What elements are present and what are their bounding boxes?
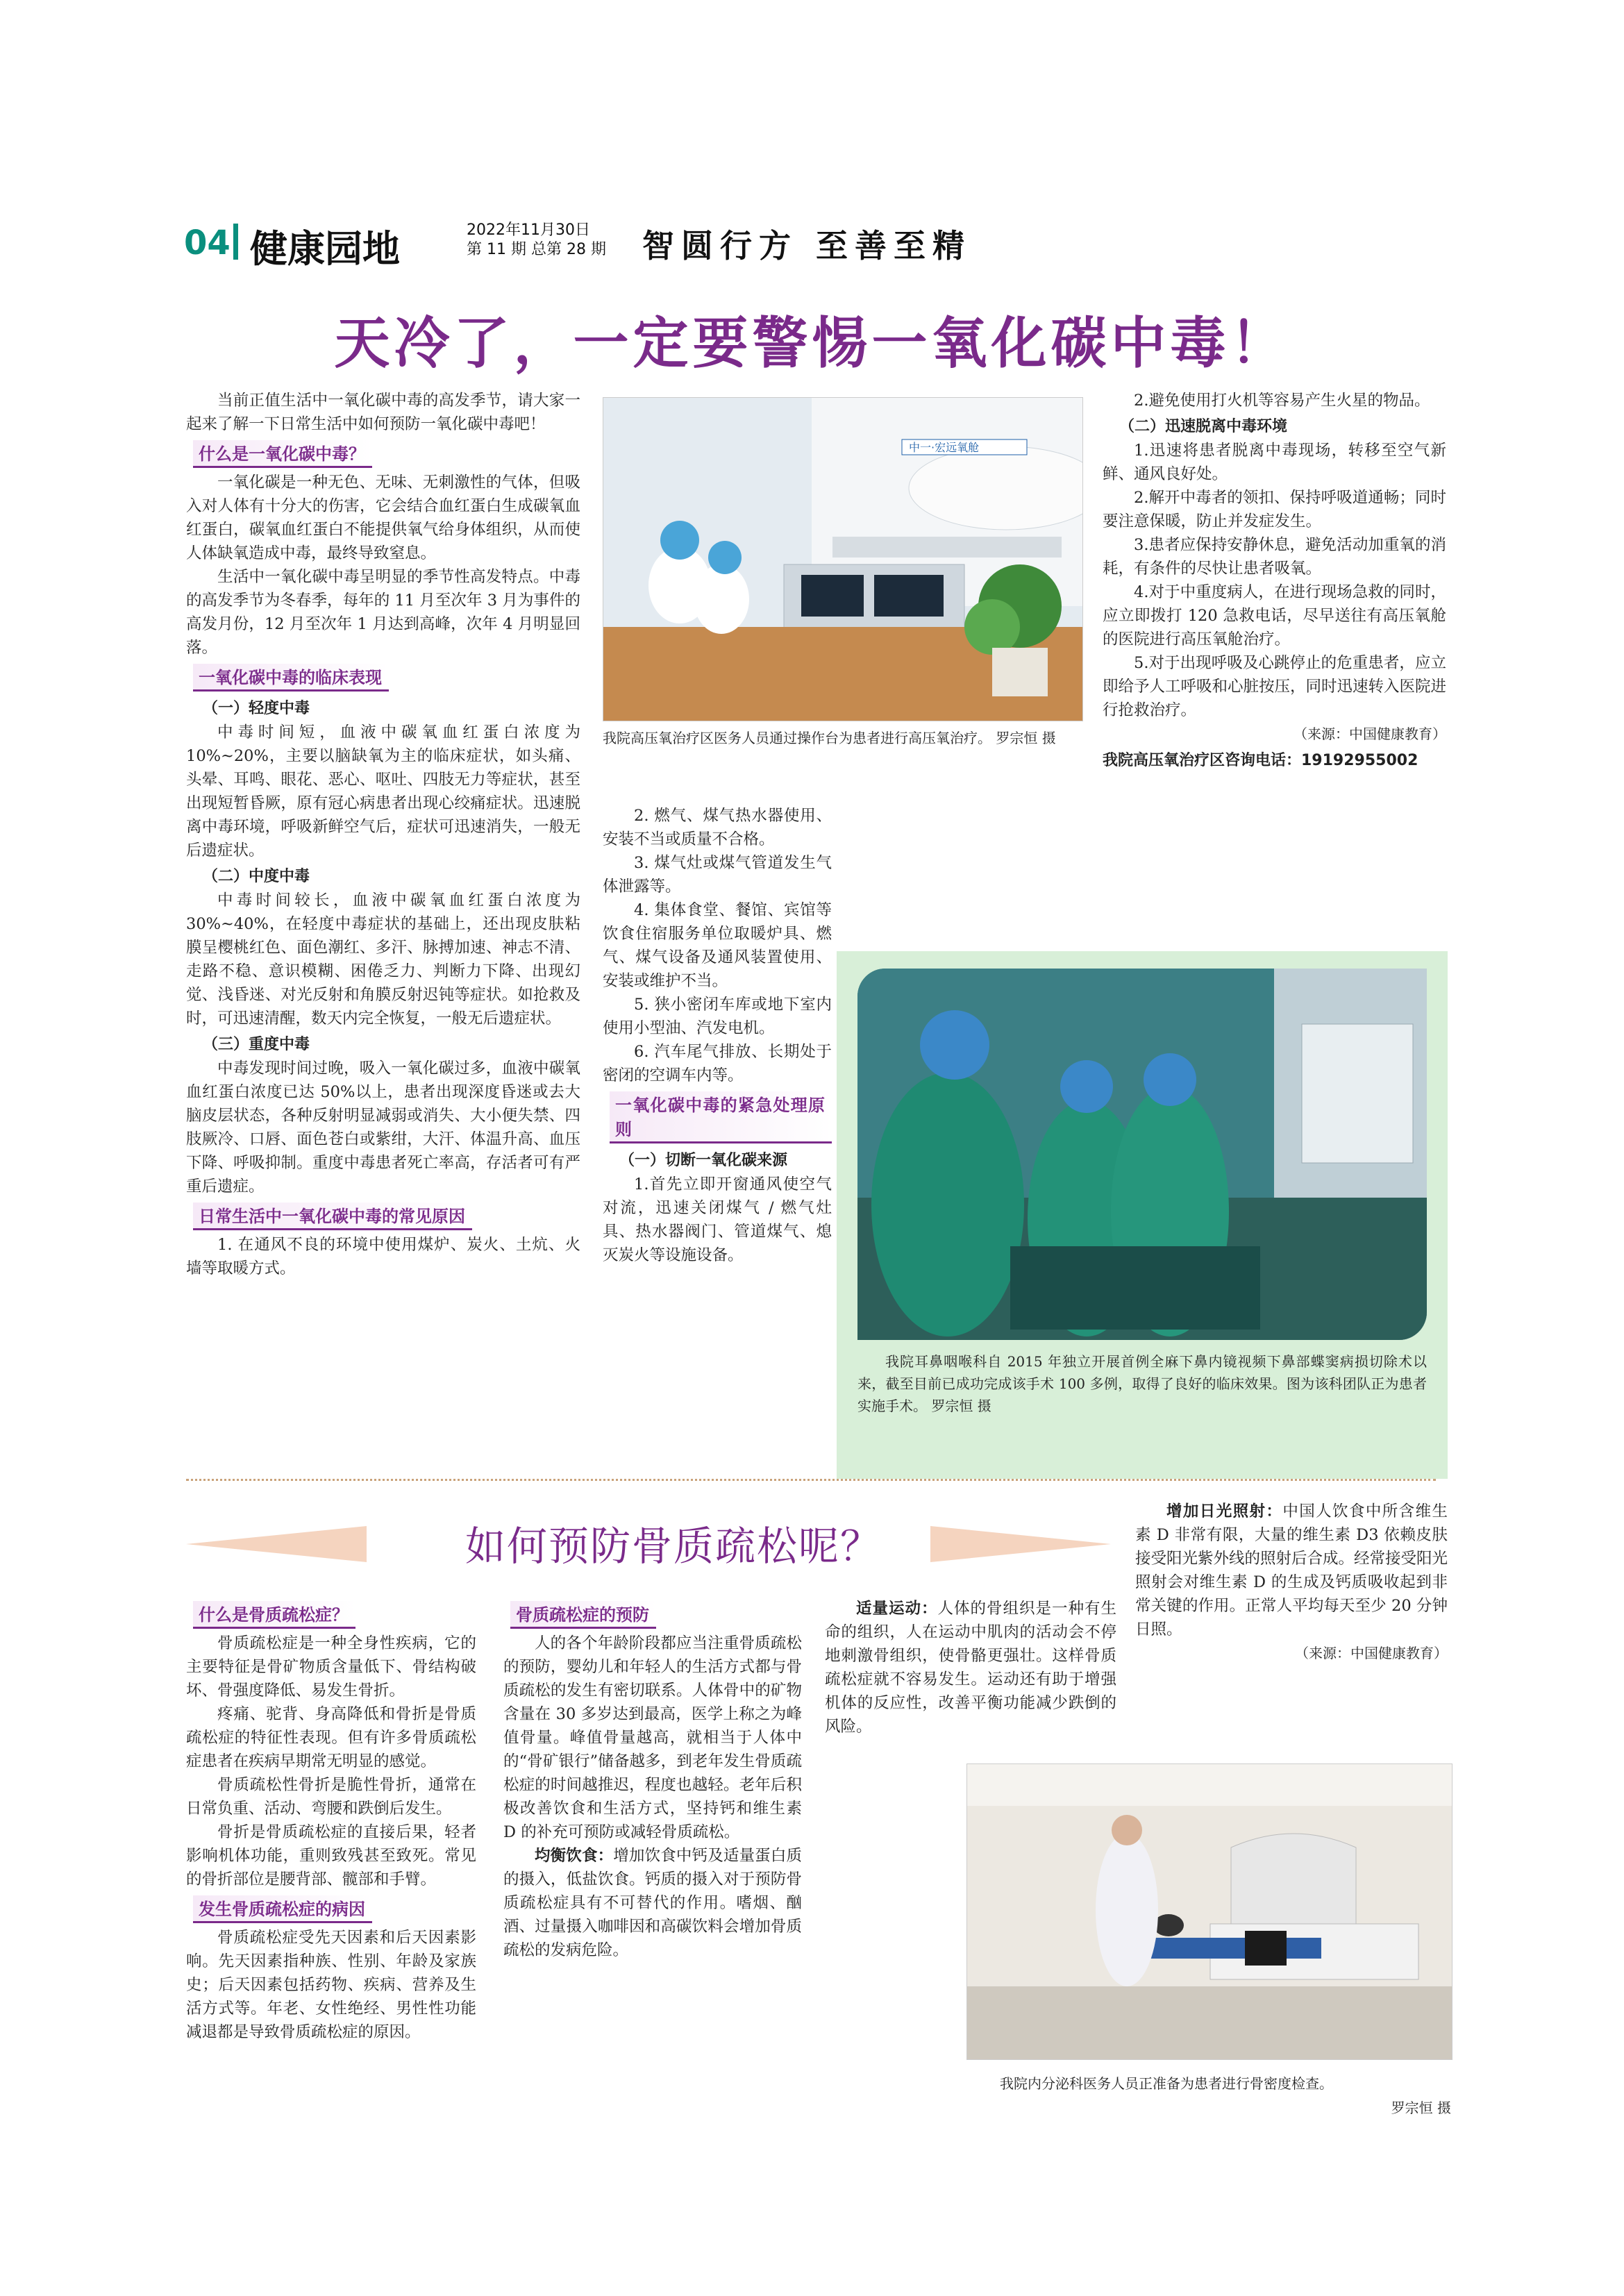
article2-col4 (1135, 1500, 1448, 1665)
heading-moderate: （二）中度中毒 (203, 868, 310, 885)
issue-date: 2022年11月30日 (467, 221, 590, 239)
paragraph: 2.避免使用打火机等容易产生火星的物品。 (1134, 392, 1430, 410)
paragraph: 骨质疏松症是一种全身性疾病，它的主要特征是骨矿物质含量低下、骨结构破坏、骨强度降低、易发生骨折。 (186, 1634, 476, 1700)
paragraph: 1.首先立即开窗通风使空气对流，迅速关闭煤气 / 燃气灶具、热水器阀门、管道煤气、熄灭炭火等设施设备。 (603, 1175, 832, 1264)
exercise-label: 适量运动： (856, 1600, 938, 1618)
section-title: 健康园地 (250, 226, 400, 271)
paragraph: 5.对于出现呼吸及心跳停止的危重患者，应立即给予人工呼吸和心脏按压，同时迅速转入医院进行抢救治疗。 (1103, 654, 1447, 719)
heading-causes: 日常生活中一氧化碳中毒的常见原因 (193, 1203, 472, 1230)
heading-clinical: 一氧化碳中毒的临床表现 (193, 664, 389, 692)
paragraph: 2. 燃气、煤气热水器使用、安装不当或质量不合格。 (603, 807, 832, 848)
heading-what-osteo: 什么是骨质疏松症？ (193, 1601, 355, 1629)
motto: 智圆行方 至善至精 (642, 227, 972, 265)
heading-osteo-cause: 发生骨质疏松症的病因 (193, 1895, 372, 1923)
article2-title: 如何预防骨质疏松呢？ (464, 1523, 882, 1570)
heading-mild: （一）轻度中毒 (203, 700, 310, 717)
diet-label: 均衡饮食： (535, 1847, 614, 1865)
header-divider (233, 224, 238, 260)
paragraph: 3. 煤气灶或煤气管道发生气体泄露等。 (603, 854, 832, 896)
hotline: 我院高压氧治疗区咨询电话：19192955002 (1103, 752, 1418, 769)
article1-col2 (603, 804, 832, 1267)
photo-bone-density (966, 1763, 1453, 2060)
diet-text: 增加饮食中钙及适量蛋白质的摄入，低盐饮食。钙质的摄入对于预防骨质疏松症具有不可替代的作用。嗜烟、酗酒、过量摄入咖啡因和高碳饮料会增加骨质疏松的发病危险。 (503, 1847, 802, 1959)
photo-surgery (857, 969, 1427, 1340)
photo-bone-density-illustration (967, 1764, 1452, 2059)
sun-text: 中国人饮食中所含维生素 D 非常有限，大量的维生素 D3 依赖皮肤接受阳光紫外线的照射后合成。经常接受阳光照射会对维生素 D 的生成及钙质吸收起到非常关键的作用。正常人平均每天至少 20 分钟日照。 (1135, 1502, 1448, 1639)
sun-label: 增加日光照射： (1166, 1502, 1283, 1520)
photo-surgery-illustration (857, 969, 1427, 1340)
paragraph (503, 1844, 802, 1962)
article2-col3 (825, 1597, 1116, 1738)
page-number: 04 (184, 224, 231, 262)
paragraph: 一氧化碳是一种无色、无味、无刺激性的气体，但吸入对人体有十分大的伤害，它会结合血红蛋白生成碳氧血红蛋白，碳氧血红蛋白不能提供氧气给身体组织，从而使人体缺氧造成中毒，最终导致窒息。 (186, 474, 580, 562)
paragraph: 中毒时间短，血液中碳氧血红蛋白浓度为 10%~20%，主要以脑缺氧为主的临床症状，如头痛、头晕、耳鸣、眼花、恶心、呕吐、四肢无力等症状，甚至出现短暂昏厥，原有冠心病患者出现心绞痛症状。迅速脱离中毒环境，呼吸新鲜空气后，症状可迅速消失，一般无后遗症状。 (186, 723, 580, 860)
paragraph: 4. 集体食堂、餐馆、宾馆等饮食住宿服务单位取暖炉具、燃气、煤气设备及通风装置使用、安装或维护不当。 (603, 901, 832, 990)
paragraph (1135, 1500, 1448, 1641)
paragraph: 5. 狭小密闭车库或地下室内使用小型油、汽发电机。 (603, 996, 832, 1037)
paragraph (825, 1597, 1116, 1738)
paragraph: 骨质疏松性骨折是脆性骨折，通常在日常负重、活动、弯腰和跌倒后发生。 (186, 1776, 476, 1818)
paragraph: 人的各个年龄阶段都应当注重骨质疏松的预防，婴幼儿和年轻人的生活方式都与骨质疏松的发生有密切联系。人体骨中的矿物含量在 30 多岁达到最高，医学上称之为峰值骨量。峰值骨量越高，就相当于人体中的“骨矿银行”储备越多，到老年发生骨质疏松症的时间越推迟，程度也越轻。老年后积极改善饮食和生活方式，坚持钙和维生素 D 的补充可预防或减轻骨质疏松。 (503, 1634, 802, 1841)
photo2-caption: 我院耳鼻咽喉科自 2015 年独立开展首例全麻下鼻内镜视频下鼻部蝶窦病损切除术以来，截至目前已成功完成该手术 100 多例，取得了良好的临床效果。图为该科团队正为患者实施手术。 罗宗恒 摄 (857, 1353, 1427, 1414)
paragraph: 中毒发现时间过晚，吸入一氧化碳过多，血液中碳氧血红蛋白浓度已达 50%以上，患者出现深度昏迷或去大脑皮层状态，各种反射明显减弱或消失、大小便失禁、四肢厥冷、口唇、面色苍白或紫绀，大汗、体温升高、血压下降、呼吸抑制。重度中毒患者死亡率高，存活者可有严重后遗症。 (186, 1059, 580, 1196)
heading-prevention: 骨质疏松症的预防 (510, 1601, 656, 1629)
exercise-text: 人体的骨组织是一种有生命的组织，人在运动中肌肉的活动会不停地刺激骨组织，使骨骼更强壮。这样骨质疏松症就不容易发生。运动还有助于增强机体的反应性，改善平衡功能减少跌倒的风险。 (825, 1600, 1116, 1736)
paragraph: 3.患者应保持安静休息，避免活动加重氧的消耗，有条件的尽快让患者吸氧。 (1103, 536, 1446, 578)
article2-col2 (503, 1597, 802, 1962)
source-credit: （来源：中国健康教育） (1295, 1645, 1448, 1661)
article1-col1 (186, 389, 580, 1280)
paragraph: 6. 汽车尾气排放、长期处于密闭的空调车内等。 (603, 1043, 832, 1084)
photo-hyperbaric-illustration (603, 398, 1082, 721)
photo3-credit: 罗宗恒 摄 (1391, 2100, 1451, 2116)
source-credit: （来源：中国健康教育） (1294, 726, 1446, 742)
photo-hyperbaric-control (603, 397, 1083, 721)
heading-leave-env: （二）迅速脱离中毒环境 (1119, 418, 1288, 435)
heading-severe: （三）重度中毒 (203, 1036, 310, 1053)
issue-info (467, 221, 606, 260)
title-banner-left (186, 1526, 367, 1562)
paragraph: 骨折是骨质疏松症的直接后果，轻者影响机体功能，重则致残甚至致死。常见的骨折部位是腰背部、髋部和手臂。 (186, 1823, 476, 1888)
article2-col1 (186, 1597, 476, 2044)
paragraph: 4.对于中重度病人，在进行现场急救的同时，应立即拨打 120 急救电话，尽早送往有高压氧舱的医院进行高压氧舱治疗。 (1103, 583, 1446, 648)
heading-what-co: 什么是一氧化碳中毒？ (193, 440, 372, 468)
photo-sign-text: 中一·宏远氧舱 (909, 441, 980, 454)
issue-number: 第 11 期 总第 28 期 (467, 241, 606, 258)
paragraph: 2.解开中毒者的领扣、保持呼吸道通畅；同时要注意保暖，防止并发症发生。 (1103, 489, 1446, 530)
paragraph: 1.迅速将患者脱离中毒现场，转移至空气新鲜、通风良好处。 (1103, 442, 1446, 483)
paragraph: 中毒时间较长，血液中碳氧血红蛋白浓度为 30%~40%，在轻度中毒症状的基础上，还出现皮肤粘膜呈樱桃红色、面色潮红、多汗、脉搏加速、神志不清、走路不稳、意识模糊、困倦乏力、判断力下降、出现幻觉、浅昏迷、对光反射和角膜反射迟钝等症状。如抢救及时，可迅速清醒，数天内完全恢复，一般无后遗症状。 (186, 891, 580, 1028)
photo3-caption: 我院内分泌科医务人员正准备为患者进行骨密度检查。 (1000, 2075, 1333, 2092)
heading-emergency: 一氧化碳中毒的紧急处理原则 (610, 1091, 832, 1143)
paragraph: 1. 在通风不良的环境中使用煤炉、炭火、土炕、火墙等取暖方式。 (186, 1236, 580, 1277)
article1-title: 天冷了，一定要警惕一氧化碳中毒！ (334, 310, 1290, 376)
article1-col3 (1103, 389, 1446, 770)
heading-cut-source: （一）切断一氧化碳来源 (619, 1152, 788, 1169)
section-divider (186, 1479, 1436, 1481)
paragraph: 生活中一氧化碳中毒呈明显的季节性高发特点。中毒的高发季节为冬春季，每年的 11 月至次年 3 月为事件的高发月份，12 月至次年 1 月达到高峰，次年 4 月明显回落。 (186, 568, 580, 657)
photo1-caption: 我院高压氧治疗区医务人员通过操作台为患者进行高压氧治疗。 罗宗恒 摄 (603, 730, 1056, 746)
paragraph: 骨质疏松症受先天因素和后天因素影响。先天因素指种族、性别、年龄及家族史；后天因素包括药物、疾病、营养及生活方式等。年老、女性绝经、男性性功能减退都是导致骨质疏松症的原因。 (186, 1929, 476, 2041)
intro-paragraph: 当前正值生活中一氧化碳中毒的高发季节，请大家一起来了解一下日常生活中如何预防一氧化碳中毒吧！ (186, 392, 580, 433)
paragraph: 疼痛、驼背、身高降低和骨折是骨质疏松症的特征性表现。但有许多骨质疏松症患者在疾病早期常无明显的感觉。 (186, 1705, 476, 1770)
